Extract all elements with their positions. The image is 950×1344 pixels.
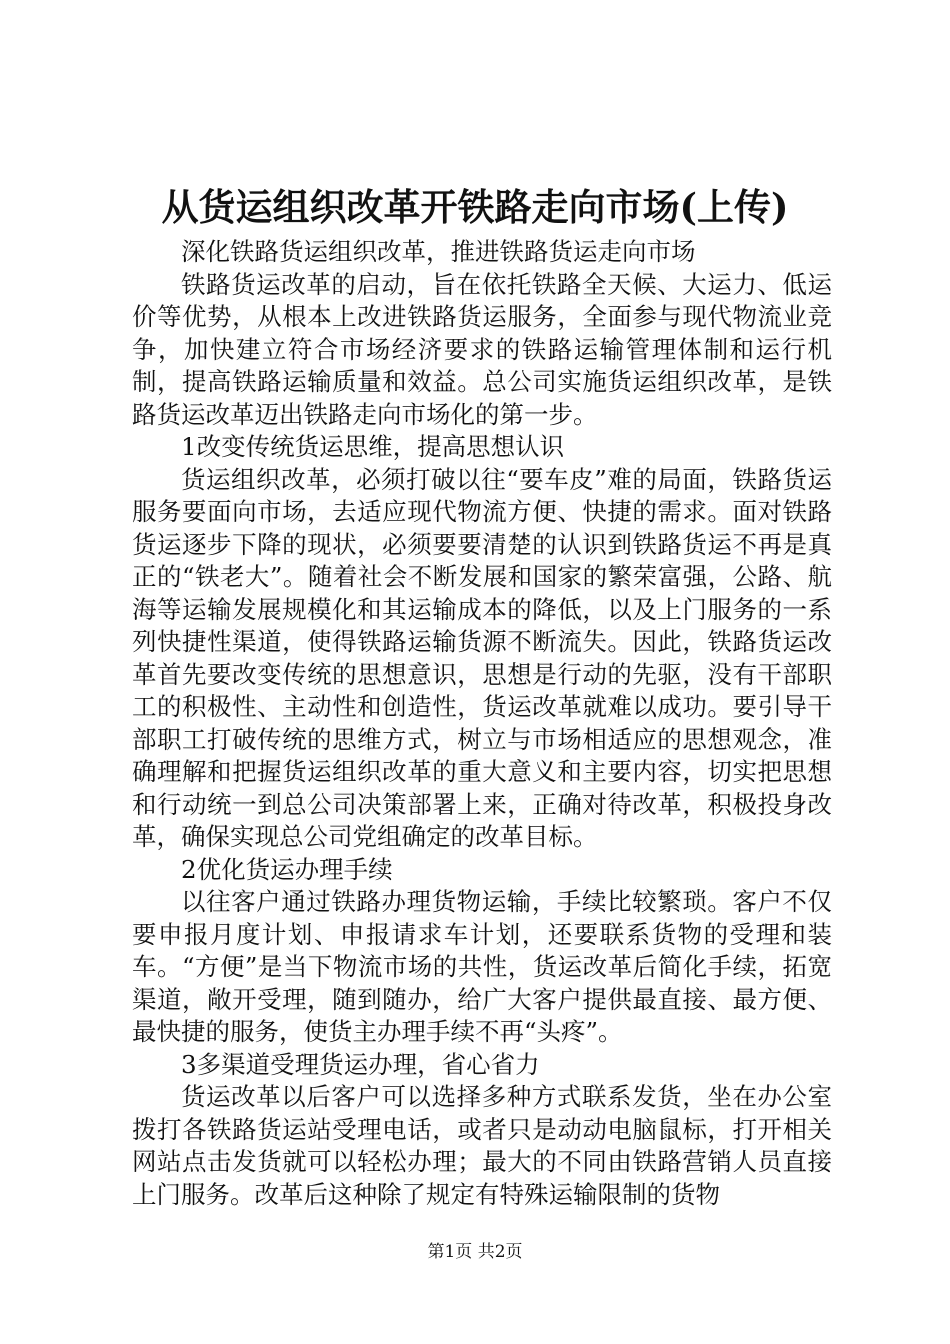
document-title: 从货运组织改革开铁路走向市场(上传) xyxy=(161,185,789,229)
subtitle: 深化铁路货运组织改革，推进铁路货运走向市场 xyxy=(181,237,696,266)
paragraph-section-1: 货运组织改革，必须打破以往“要车皮”难的局面，铁路货运服务要面向市场，去适应现代物流方便、快捷的需求。面对铁路货运逐步下降的现状，必须要要清楚的认识到铁路货运不再是真正的“铁老大”。随着社会不断发展和国家的繁荣富强，公路、航海等运输发展规模化和其运输成本的降低，以及上门服务的一系列快捷性渠道，使得铁路运输货源不断流失。因此，铁路货运改革首先要改变传统的思想意识，思想是行动的先驱，没有干部职工的积极性、主动性和创造性，货运改革就难以成功。要引导干部职工打破传统的思维方式，树立与市场相适应的思想观念，准确理解和把握货运组织改革的重大意义和主要内容，切实把思想和行动统一到总公司决策部署上来，正确对待改革，积极投身改革，确保实现总公司党组确定的改革目标。 xyxy=(132,464,832,851)
paragraph-section-3: 货运改革以后客户可以选择多种方式联系发货，坐在办公室拨打各铁路货运站受理电话，或者只是动动电脑鼠标，打开相关网站点击发货就可以轻松办理；最大的不同由铁路营销人员直接上门服务。改革后这种除了规定有特殊运输限制的货物 xyxy=(132,1082,832,1209)
section-heading-2: 2优化货运办理手续 xyxy=(181,854,393,884)
document-body xyxy=(132,236,832,1211)
paragraph-section-2: 以往客户通过铁路办理货物运输，手续比较繁琐。客户不仅要申报月度计划、申报请求车计划，还要联系货物的受理和装车。“方便”是当下物流市场的共性，货运改革后简化手续，拓宽渠道，敞开受理，随到随办，给广大客户提供最直接、最方便、最快捷的服务，使货主办理手续不再“头疼”。 xyxy=(132,887,832,1046)
paragraph-intro: 铁路货运改革的启动，旨在依托铁路全天候、大运力、低运价等优势，从根本上改进铁路货运服务，全面参与现代物流业竞争，加快建立符合市场经济要求的铁路运输管理体制和运行机制，提高铁路运输质量和效益。总公司实施货运组织改革，是铁路货运改革迈出铁路走向市场化的第一步。 xyxy=(132,269,832,429)
page-number: 第1页 共2页 xyxy=(427,1242,523,1262)
section-heading-3: 3多渠道受理货运办理，省心省力 xyxy=(181,1049,540,1079)
section-heading-1: 1改变传统货运思维，提高思想认识 xyxy=(181,432,565,461)
